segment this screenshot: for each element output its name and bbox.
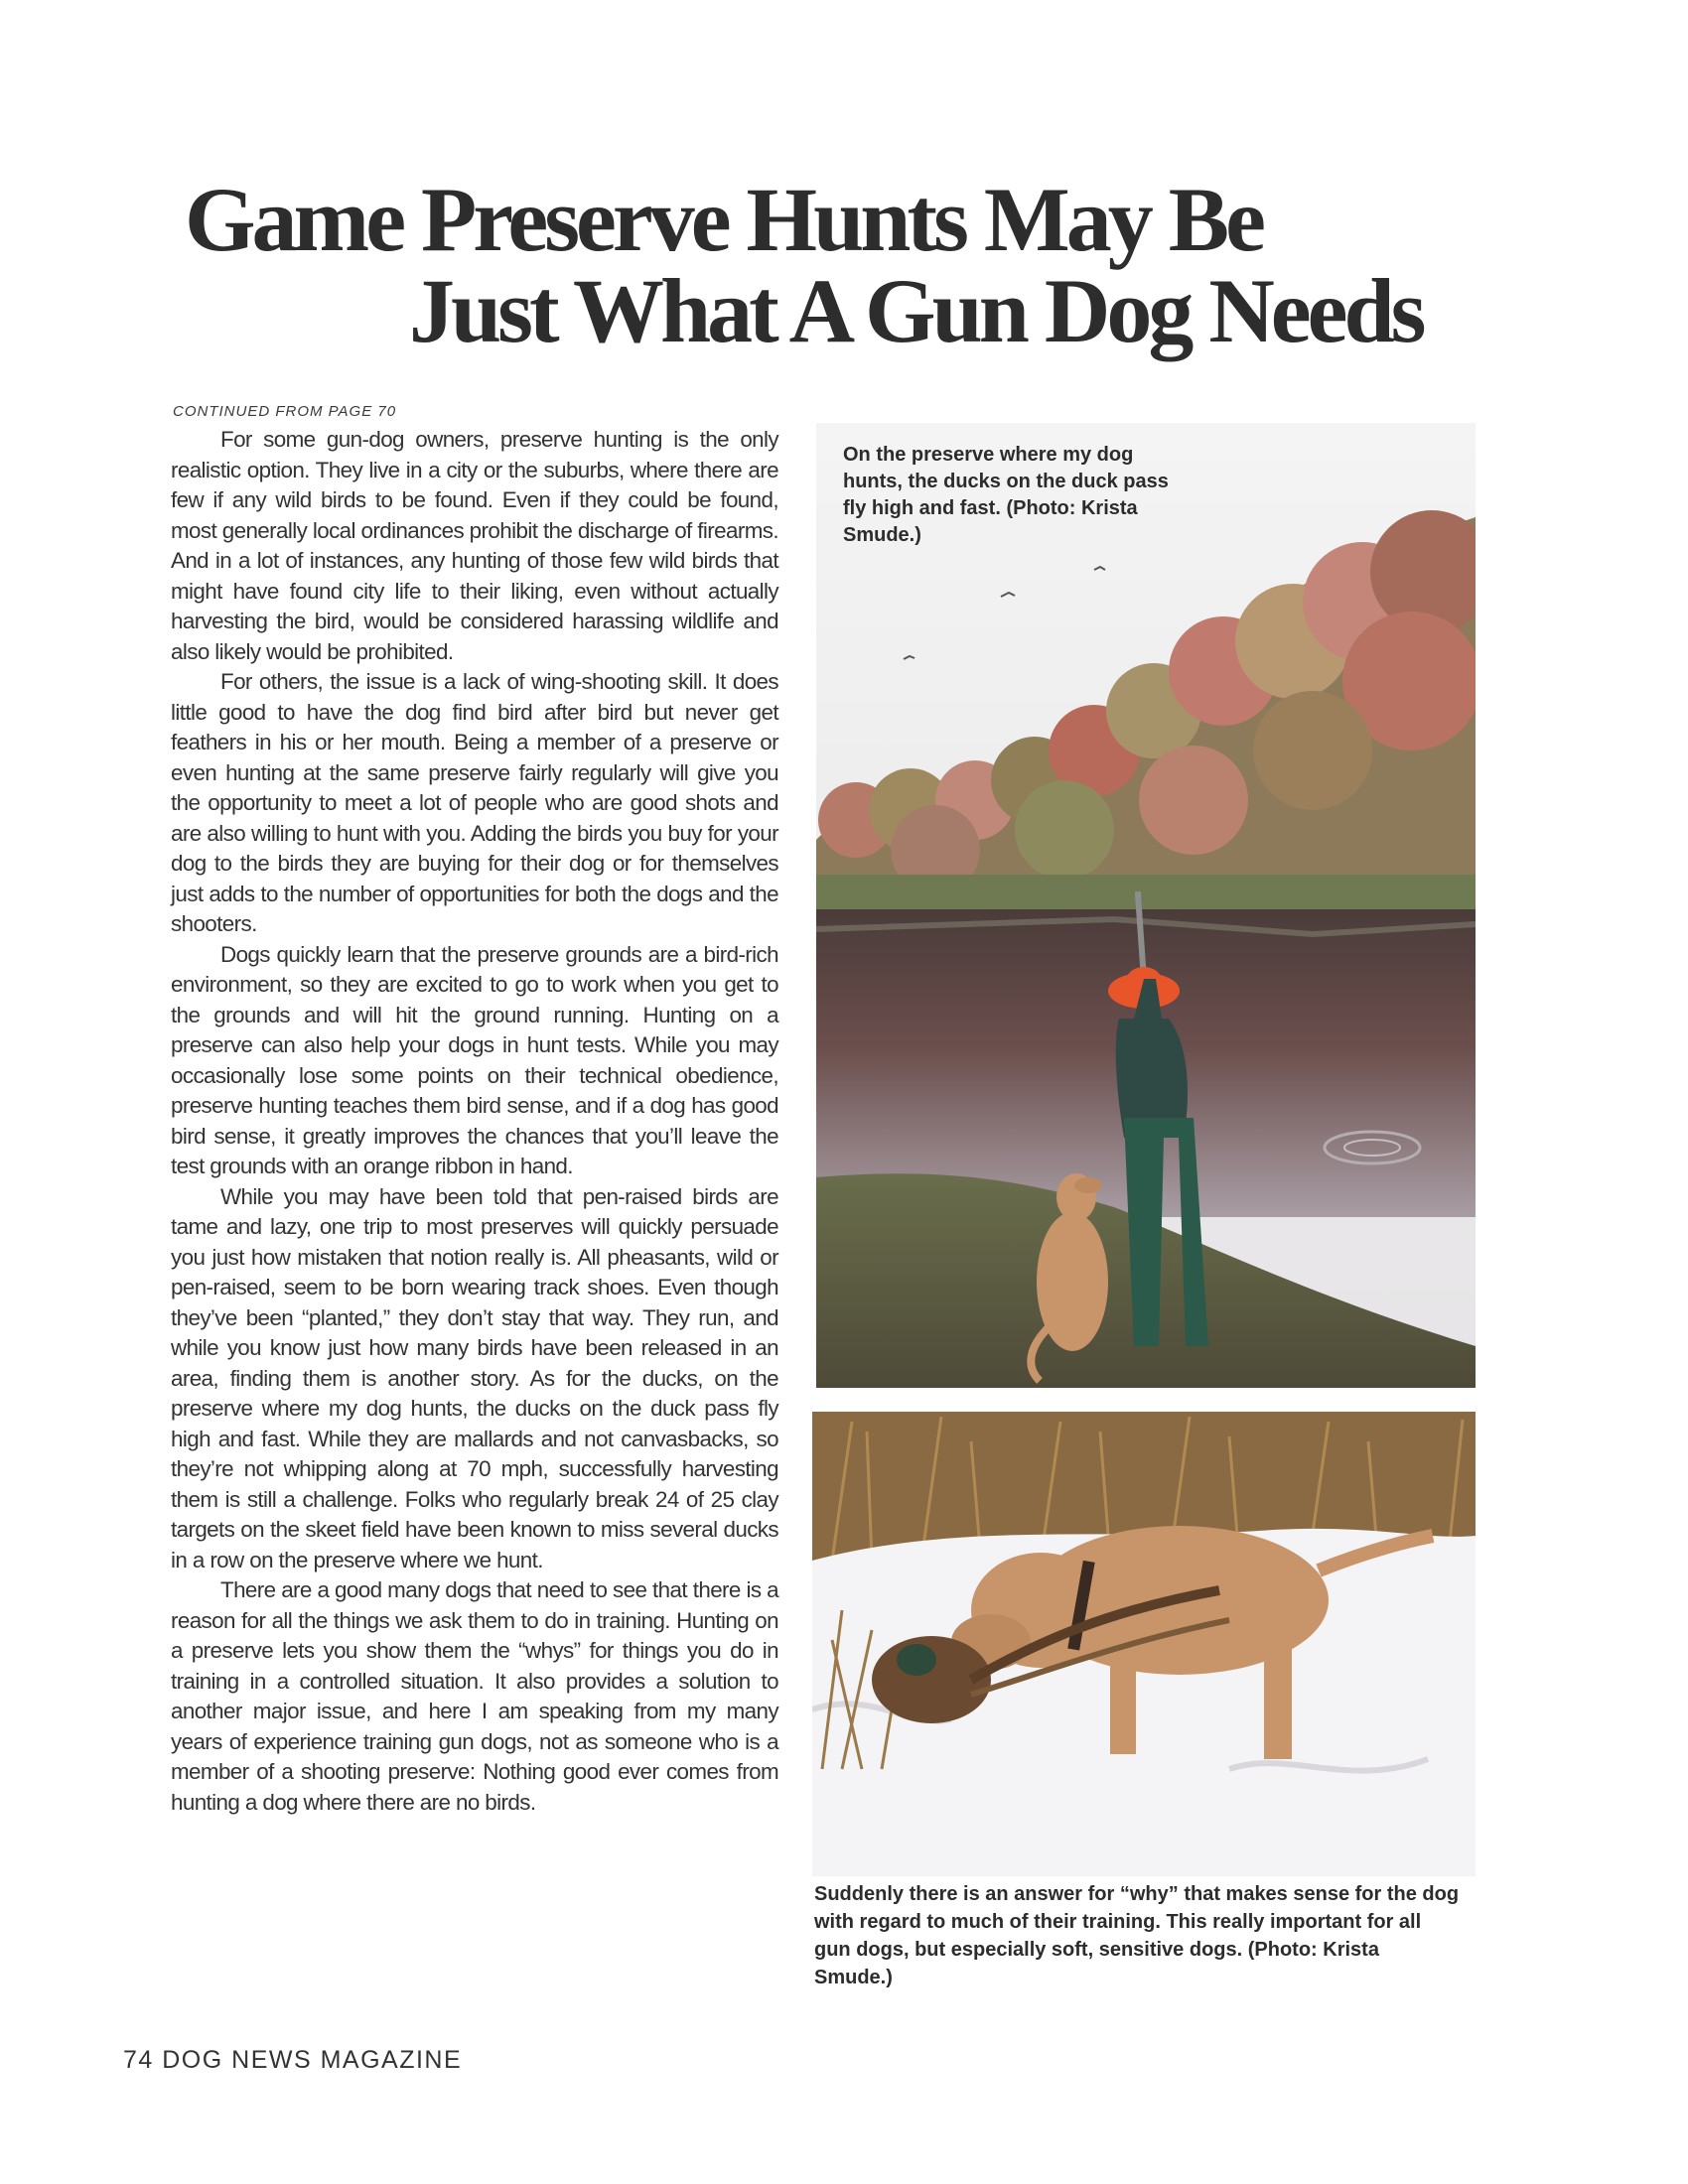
photo1-caption: On the preserve where my dog hunts, the ducks on the duck pass fly high and fast. (Photo: Krista Smude.) bbox=[843, 444, 1169, 546]
body-paragraph: For some gun-dog owners, preserve hunting is the only realistic option. They live in a city or the suburbs, where there are few if any wild birds to be found. Even if they could be found, most generally local ordinances prohibit the discharge of firearms. And in a lot of instances, any hunting of those few wild birds that might have found city life to their liking, even without actually harvesting the bird, would be considered harassing wildlife and also likely would be prohibited. bbox=[171, 427, 778, 664]
photo-dog-with-pheasant bbox=[812, 1412, 1476, 1876]
body-paragraph: Dogs quickly learn that the preserve grounds are a bird-rich environment, so they are excited to go to work when you get to the grounds and will hit the ground running. Hunting on a preserve can also help your dogs in hunt tests. While you may occasionally lose some points on their technical obedience, preserve hunting teaches them bird sense, and if a dog has good bird sense, it greatly improves the chances that you’ll leave the test grounds with an orange ribbon in hand. bbox=[171, 941, 778, 1178]
body-paragraph: While you may have been told that pen-raised birds are tame and lazy, one trip to most preserves will quickly persuade you just how mistaken that notion really is. All pheasants, wild or pen-raised, seem to be born wearing track shoes. Even though they’ve been “planted,” they don’t stay that way. They run, and while you know just how many birds have been released in an area, finding them is another story. As for the ducks, on the preserve where my dog hunts, the ducks on the duck pass fly high and fast. While they are mallards and not canvasbacks, so they’re not whipping along at 70 mph, successfully harvesting them is still a challenge. Folks who regularly break 24 of 25 clay targets on the skeet field have been known to miss several ducks in a row on the preserve where we hunt. bbox=[171, 1183, 778, 1572]
title-line-1: Game Preserve Hunts May Be bbox=[185, 169, 1262, 270]
title-line-2: Just What A Gun Dog Needs bbox=[409, 260, 1423, 361]
body-paragraph: For others, the issue is a lack of wing-shooting skill. It does little good to have the dog find bird after bird but never get feathers in his or her mouth. Being a member of a preserve or even hunting at the same preserve fairly regularly will give you the opportunity to meet a lot of people who are good shots and are also willing to hunt with you. Adding the birds you buy for your dog to the birds they are buying for their dog or for themselves just adds to the number of opportunities for both the dogs and the shooters. bbox=[171, 669, 778, 936]
snow-scene-illustration bbox=[812, 1412, 1476, 1876]
article-body bbox=[171, 425, 778, 1818]
pond-scene-illustration bbox=[816, 423, 1476, 1388]
photo2-caption: Suddenly there is an answer for “why” that makes sense for the dog with regard to much of their training. This really important for all gun dogs, but especially soft, sensitive dogs. (Photo: Krista Smude.) bbox=[814, 1883, 1460, 1988]
body-paragraph: There are a good many dogs that need to see that there is a reason for all the things we ask them to do in training. Hunting on a preserve lets you show them the “whys” for things you do in training in a controlled situation. It also provides a solution to another major issue, and here I am speaking from my many years of experience training gun dogs, not as someone who is a member of a shooting preserve: Nothing good ever comes from hunting a dog where there are no birds. bbox=[171, 1577, 778, 1815]
continued-from-label: CONTINUED FROM PAGE 70 bbox=[173, 403, 397, 420]
photo-hunter-and-dog-pond bbox=[816, 423, 1476, 1388]
page-footer: 74 DOG NEWS MAGAZINE bbox=[123, 2046, 463, 2074]
